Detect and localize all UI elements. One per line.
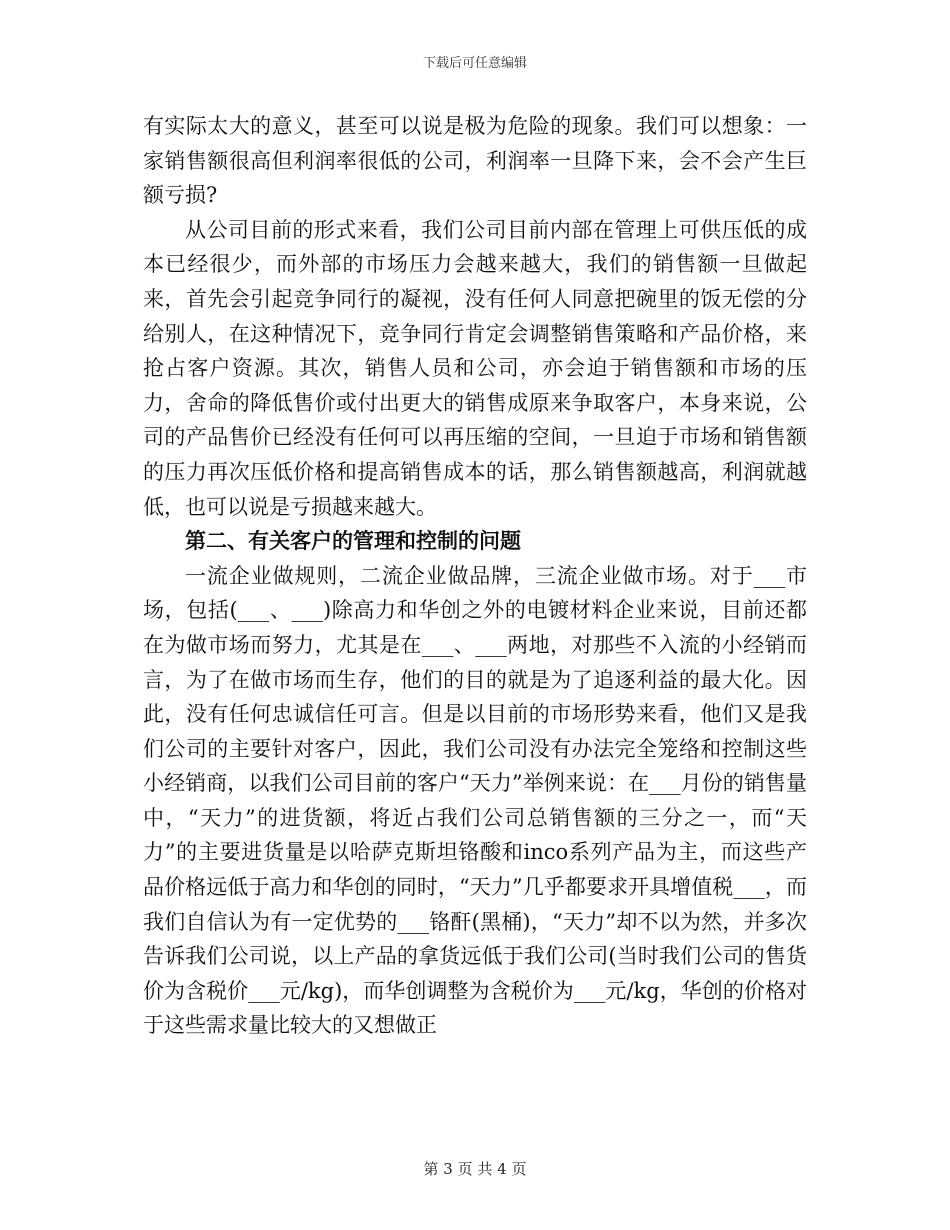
paragraph-continuation: 有实际太大的意义，甚至可以说是极为危险的现象。我们可以想象：一家销售额很高但利润率很低的公司，利润率一旦降下来，会不会产生巨额亏损?: [143, 114, 807, 208]
page-number: 第 3 页 共 4 页: [423, 1160, 527, 1178]
page-header: 下载后可任意编辑: [422, 56, 527, 71]
section-heading: 第二、有关客户的管理和控制的问题: [185, 528, 521, 554]
paragraph-customer-management: 一流企业做规则，二流企业做品牌，三流企业做市场。对于___市场，包括(___、___)除高力和华创之外的电镀材料企业来说，目前还都在为做市场而努力，尤其是在___、___两地，对那些不入流的小经销而言，为了在做市场而生存，他们的目的就是为了追逐利益的最大化。因此，没有任何忠诚信任可言。但是以目前的市场形势来看，他们又是我们公司的主要针对客户，因此，我们公司没有办法完全笼络和控制这些小经销商，以我们公司目前的客户“天力”举例来说：在___月份的销售量中，“天力”的进货额，将近占我们公司总销售额的三分之一，而“天力”的主要进货量是以哈萨克斯坦铬酸和inco系列产品为主，而这些产品价格远低于高力和华创的同时，“天力”几乎都要求开具增值税___，而我们自信认为有一定优势的___铬酐(黑桶)，“天力”却不以为然，并多次告诉我们公司说，以上产品的拿货远低于我们公司(当时我们公司的售货价为含税价___元/kg)，而华创调整为含税价为___元/kg，华创的价格对于这些需求量比较大的又想做正: [143, 563, 807, 1038]
document-body: [143, 109, 807, 1043]
paragraph-company-situation: 从公司目前的形式来看，我们公司目前内部在管理上可供压低的成本已经很少，而外部的市场压力会越来越大，我们的销售额一旦做起来，首先会引起竞争同行的凝视，没有任何人同意把碗里的饭无偿的分给别人，在这种情况下，竞争同行肯定会调整销售策略和产品价格，来抢占客户资源。其次，销售人员和公司，亦会迫于销售额和市场的压力，舍命的降低售价或付出更大的销售成原来争取客户，本身来说，公司的产品售价已经没有任何可以再压缩的空间，一旦迫于市场和销售额的压力再次压低价格和提高销售成本的话，那么销售额越高，利润就越低，也可以说是亏损越来越大。: [143, 217, 807, 519]
